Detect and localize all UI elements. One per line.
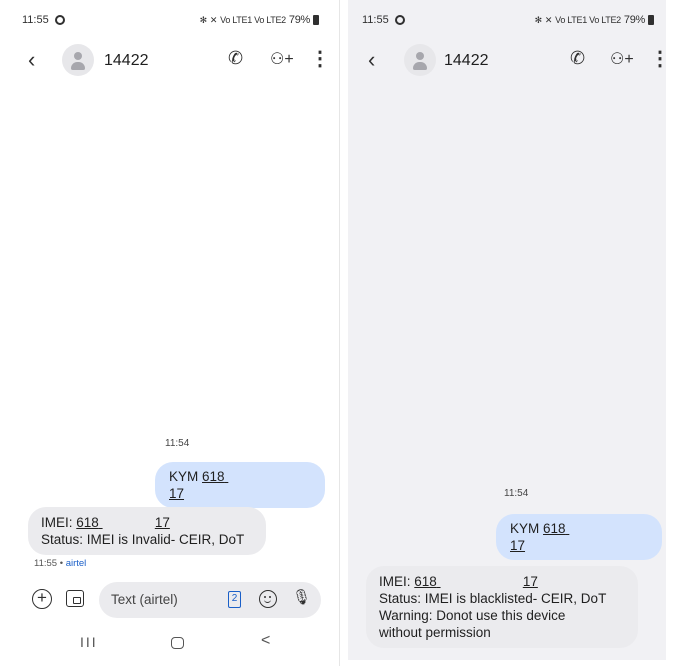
imei-redaction	[437, 573, 523, 590]
phone-icon[interactable]: ✆	[228, 48, 244, 68]
received-imei-line	[41, 514, 253, 531]
imei-redaction	[99, 514, 155, 531]
received-time: 11:55	[34, 558, 58, 569]
sent-message-bubble[interactable]	[155, 462, 325, 508]
sent-imei-start: 618	[202, 469, 225, 484]
sent-message-bubble[interactable]	[496, 514, 662, 560]
sent-imei-start: 618	[543, 521, 566, 536]
battery-percentage: 79%	[288, 14, 310, 26]
battery-icon	[313, 15, 319, 25]
avatar-head	[416, 52, 424, 60]
sim-select-icon[interactable]: 2	[228, 591, 241, 608]
received-status-line: Status: IMEI is blacklisted- CEIR, DoT	[379, 591, 607, 606]
sent-message-prefix: KYM	[510, 521, 540, 536]
contact-name[interactable]: 14422	[104, 52, 149, 69]
status-right-group	[535, 14, 654, 26]
mute-icon: ✕	[544, 14, 553, 25]
back-nav-button[interactable]: <	[261, 632, 271, 649]
imei-redaction	[566, 520, 634, 537]
received-imei-end: 17	[522, 574, 538, 589]
status-bar	[362, 14, 654, 30]
avatar-body	[413, 62, 427, 70]
message-input[interactable]	[111, 592, 231, 607]
gallery-icon[interactable]	[66, 590, 84, 607]
chevron-left-icon[interactable]: ‹	[28, 47, 36, 72]
network-signal-text: Vo LTE1 Vo LTE2	[220, 15, 286, 25]
received-message-bubble[interactable]	[28, 507, 266, 555]
status-time: 11:55	[362, 14, 389, 26]
emoji-icon[interactable]	[259, 590, 277, 608]
sent-imei-end: 17	[169, 486, 185, 501]
imei-redaction	[225, 468, 299, 485]
bluetooth-icon: ✻	[199, 14, 207, 25]
received-imei-start: 618	[76, 515, 99, 530]
sent-message-prefix: KYM	[169, 469, 199, 484]
left-phone-screen	[8, 0, 331, 666]
received-imei-line	[379, 573, 625, 590]
status-time: 11:55	[22, 14, 49, 26]
received-warning-line-1: Warning: Donot use this device	[379, 608, 566, 623]
more-vert-icon[interactable]: ⋮	[650, 48, 670, 70]
contact-name[interactable]: 14422	[444, 52, 489, 69]
received-imei-start: 618	[414, 574, 437, 589]
contact-avatar[interactable]	[404, 44, 436, 76]
recents-nav-button[interactable]: III	[80, 634, 98, 650]
status-notification-icon	[55, 15, 65, 25]
add-circle-icon[interactable]: +	[32, 589, 52, 609]
sent-imei-end: 17	[510, 538, 526, 553]
status-bar	[22, 14, 319, 30]
add-person-icon[interactable]: ⚇+	[610, 51, 634, 68]
status-notification-icon	[395, 15, 405, 25]
carrier-label: airtel	[65, 558, 87, 569]
avatar-head	[74, 52, 82, 60]
right-phone-screen	[348, 0, 670, 660]
add-person-icon[interactable]: ⚇+	[270, 51, 294, 68]
received-message-meta	[34, 558, 86, 569]
received-imei-end: 17	[154, 515, 170, 530]
contact-avatar[interactable]	[62, 44, 94, 76]
mute-icon: ✕	[209, 14, 218, 25]
screenshot-divider	[339, 0, 340, 666]
imei-label: IMEI:	[379, 574, 411, 589]
received-warning-line-2: without permission	[379, 625, 491, 640]
conversation-app-bar	[8, 42, 331, 82]
chevron-left-icon[interactable]: ‹	[368, 47, 376, 72]
conversation-app-bar	[348, 42, 670, 82]
more-vert-icon[interactable]: ⋮	[310, 48, 330, 70]
network-signal-text: Vo LTE1 Vo LTE2	[555, 15, 621, 25]
meta-separator: •	[59, 558, 64, 569]
battery-percentage: 79%	[623, 14, 645, 26]
status-right-group	[200, 14, 319, 26]
received-status-line: Status: IMEI is Invalid- CEIR, DoT	[41, 532, 245, 547]
received-message-bubble[interactable]	[366, 566, 638, 648]
system-nav-bar	[8, 634, 331, 654]
avatar-body	[71, 62, 85, 70]
bluetooth-icon: ✻	[534, 14, 542, 25]
imei-label: IMEI:	[41, 515, 73, 530]
message-input-field[interactable]	[99, 582, 321, 618]
phone-icon[interactable]: ✆	[570, 48, 586, 68]
message-composer	[26, 582, 321, 616]
battery-icon	[648, 15, 654, 25]
sent-timestamp: 11:54	[504, 488, 529, 499]
mic-icon[interactable]: 🎙	[292, 589, 312, 606]
sent-timestamp: 11:54	[165, 438, 190, 449]
home-nav-button[interactable]	[171, 637, 184, 649]
